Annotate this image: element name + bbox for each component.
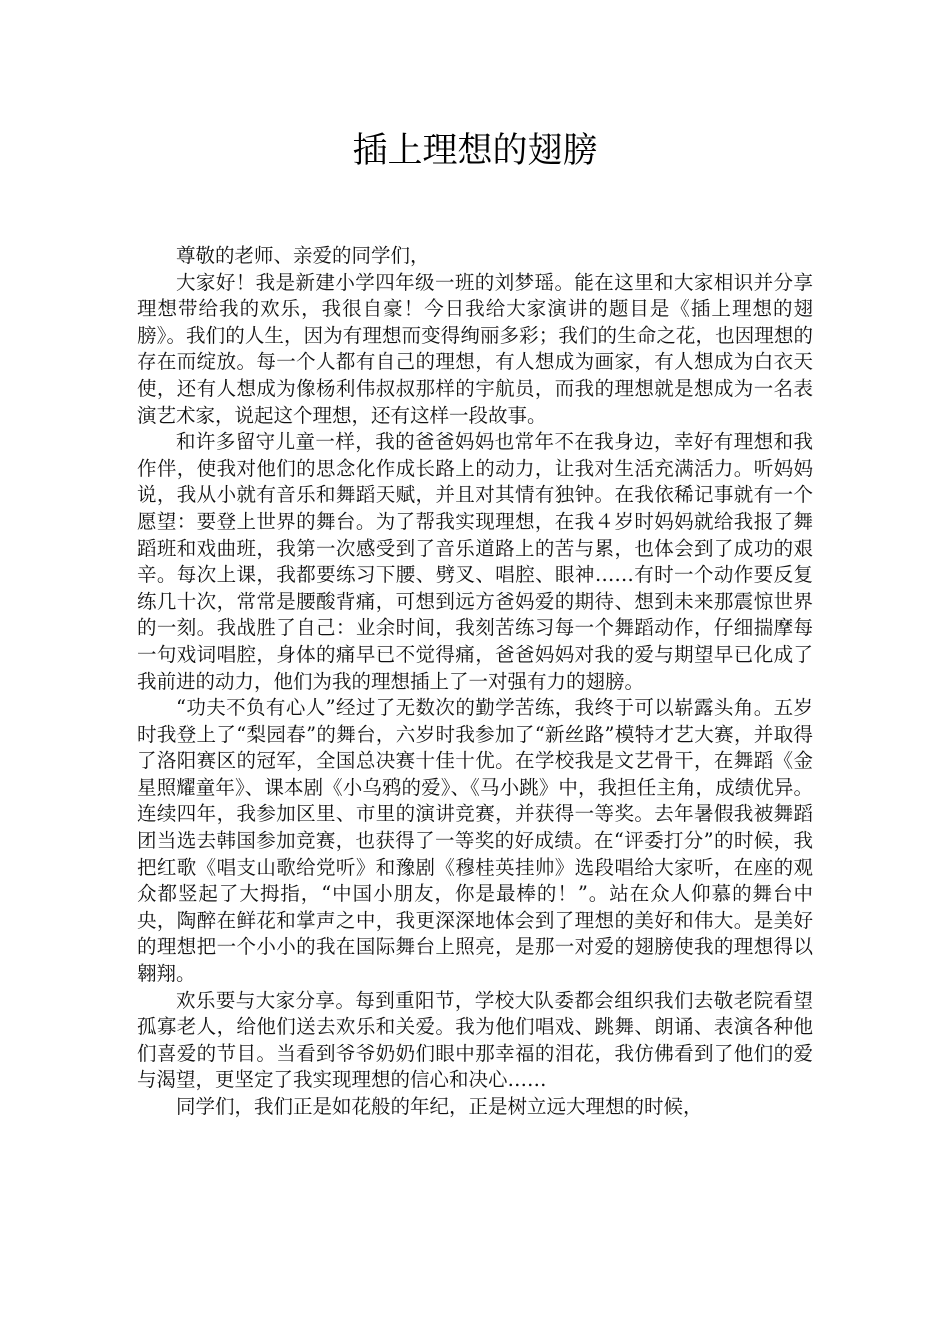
salutation-paragraph: 尊敬的老师、亲爱的同学们， [176,244,430,267]
body-paragraph: 大家好！我是新建小学四年级一班的刘梦瑶。能在这里和大家相识并分享理想带给我的欢乐，我很自豪！今日我给大家演讲的题目是《插上理想的翅膀》。我们的人生，因为有理想而变得绚丽多彩；我们的生命之花，也因理想的存在而绽放。每一个人都有自己的理想，有人想成为画家，有人想成为白衣天使，还有人想成为像杨利伟叔叔那样的宇航员，而我的理想就是想成为一名表演艺术家，说起这个理想，还有这样一段故事。 [137,270,813,427]
document-body [137,243,813,1121]
body-paragraph: 欢乐要与大家分享。每到重阳节，学校大队委都会组织我们去敬老院看望孤寡老人，给他们送去欢乐和关爱。我为他们唱戏、跳舞、朗诵、表演各种他们喜爱的节目。当看到爷爷奶奶们眼中那幸福的泪花，我仿佛看到了他们的爱与渴望，更坚定了我实现理想的信心和决心…… [137,988,813,1092]
body-paragraph: 和许多留守儿童一样，我的爸爸妈妈也常年不在我身边，幸好有理想和我作伴，使我对他们的思念化作成长路上的动力，让我对生活充满活力。听妈妈说，我从小就有音乐和舞蹈天赋，并且对其情有独钟。在我依稀记事就有一个愿望：要登上世界的舞台。为了帮我实现理想，在我４岁时妈妈就给我报了舞蹈班和戏曲班，我第一次感受到了音乐道路上的苦与累，也体会到了成功的艰辛。每次上课，我都要练习下腰、劈叉、唱腔、眼神……有时一个动作要反复练几十次，常常是腰酸背痛，可想到远方爸妈爱的期待、想到未来那震惊世界的一刻。我战胜了自己：业余时间，我刻苦练习每一个舞蹈动作，仔细揣摩每一句戏词唱腔，身体的痛早已不觉得痛，爸爸妈妈对我的爱与期望早已化成了我前进的动力，他们为我的理想插上了一对强有力的翅膀。 [137,430,813,693]
document-title: 插上理想的翅膀 [352,131,598,171]
body-paragraph: “功夫不负有心人”经过了无数次的勤学苦练，我终于可以崭露头角。五岁时我登上了“梨园春”的舞台，六岁时我参加了“新丝路”模特才艺大赛，并取得了洛阳赛区的冠军，全国总决赛十佳十优。在学校我是文艺骨干，在舞蹈《金星照耀童年》、课本剧《小乌鸦的爱》、《马小跳》中，我担任主角，成绩优异。连续四年，我参加区里、市里的演讲竞赛，并获得一等奖。去年暑假我被舞蹈团当选去韩国参加竞赛，也获得了一等奖的好成绩。在“评委打分”的时候，我把红歌《唱支山歌给党听》和豫剧《穆桂英挂帅》选段唱给大家听，在座的观众都竖起了大拇指，“中国小朋友，你是最棒的！”。站在众人仰慕的舞台中央，陶醉在鲜花和掌声之中，我更深深地体会到了理想的美好和伟大。是美好的理想把一个小小的我在国际舞台上照亮，是那一对爱的翅膀使我的理想得以翱翔。 [137,696,813,986]
body-paragraph: 同学们，我们正是如花般的年纪，正是树立远大理想的时候， [176,1095,703,1118]
